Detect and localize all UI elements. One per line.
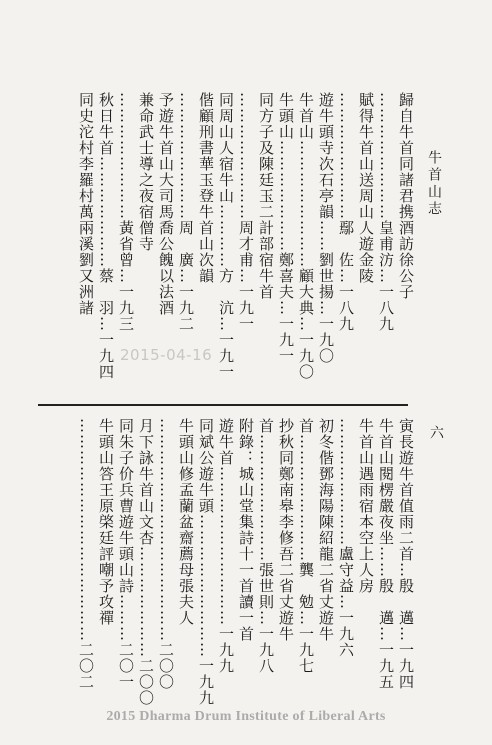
toc-entry: 同史沱村李羅村萬兩溪劉又洲諸	[77, 92, 95, 316]
toc-entry: 同斌公遊牛頭………………………一九九	[197, 418, 215, 706]
toc-entry: 牛首山閱楞嚴夜坐……殷 邁…一九五	[377, 418, 395, 690]
toc-entry: 兼命武士導之夜宿僧寺	[137, 92, 155, 252]
toc-entry: 月下詠牛首山文杏…………………二〇〇	[137, 418, 155, 706]
toc-entry: ……………………周 廣…一九二	[177, 92, 195, 332]
toc-entry: 秋日牛首…………………蔡 羽…一九四	[97, 92, 115, 380]
toc-entry: 抄秋同鄭南皋李修吾二省丈遊牛	[277, 418, 295, 642]
toc-entry: ……………………………………二〇二	[77, 418, 95, 690]
toc-entry: 寅長遊牛首值雨二首…殷 邁…一九四	[397, 418, 415, 690]
toc-entry: 予遊牛首山大司馬喬公餽以法酒	[157, 92, 175, 316]
toc-entry: 歸自牛首同諸君携酒訪徐公子	[397, 92, 415, 300]
watermark-date: 2015-04-16	[120, 346, 213, 364]
toc-entry: 賦得牛首山送周山人遊金陵	[357, 92, 375, 284]
toc-entry: 遊牛頭寺次石亭韻……劉世揚…一九〇	[317, 92, 335, 364]
toc-entry: 牛頭山…………………鄭喜夫…一九一	[277, 92, 295, 364]
toc-entry: 同方子及陳廷玉二計部宿牛首	[257, 92, 275, 300]
toc-entry: 牛頭山修孟蘭盆齋薦母張夫人	[177, 418, 195, 626]
toc-entry: ……………………黃省曾…一九三	[117, 92, 135, 332]
toc-entry: 牛首山……………………顧大典…一九〇	[297, 92, 315, 380]
toc-entry: ……………………皇甫汸…一八九	[377, 92, 395, 332]
toc-entry: 同周山人宿牛山…………方 沆…一九一	[217, 92, 235, 380]
page-number: 六	[428, 425, 444, 439]
toc-appendix-heading: 附錄：城山堂集詩十一首讀一首	[237, 418, 255, 642]
toc-entry: 首……………………龔 勉…一九七	[297, 418, 315, 674]
toc-entry: 牛頭山答王原棨廷評嘲予攻禪	[97, 418, 115, 626]
toc-entry: 遊牛首…………………………一九九	[217, 418, 235, 674]
toc-entry: ……………………………………二〇〇	[157, 418, 175, 690]
toc-entry: ……………………周才甫…一九一	[237, 92, 255, 332]
toc-entry: ……………………盧守益…一九六	[337, 418, 355, 658]
toc-entry: 同朱子价兵曹遊牛頭山詩………二〇一	[117, 418, 135, 690]
toc-entry: 初冬偕鄧海陽陳紹龍二省丈遊牛	[317, 418, 335, 642]
toc-entry: 偕顧刑書華玉登牛首山次韻	[197, 92, 215, 284]
toc-entry: ……………………鄢 佐…一八九	[337, 92, 355, 332]
toc-entry: 首……………………張世則…一九八	[257, 418, 275, 674]
footer-watermark: 2015 Dharma Drum Institute of Liberal Arts	[106, 709, 386, 724]
running-head: 牛首山志	[426, 150, 442, 218]
section-divider	[38, 404, 408, 406]
toc-entry: 牛首山遇雨宿本空上人房	[357, 418, 375, 594]
